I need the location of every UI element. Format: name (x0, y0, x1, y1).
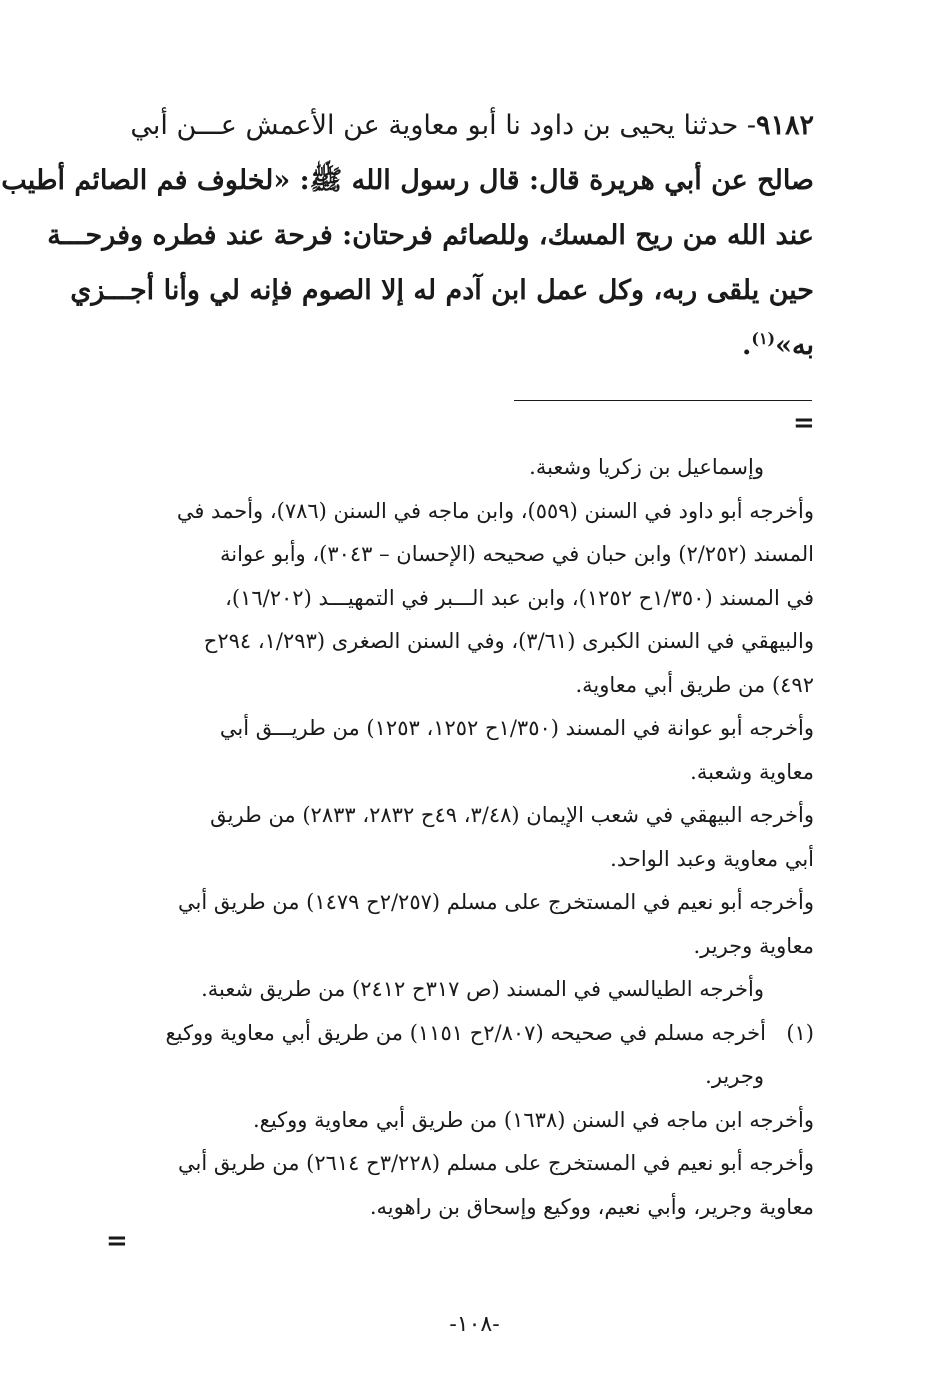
hadith-line-2: صالح عن أبي هريرة قال: قال رسول الله ﷺ: «لخلوف فم الصائم أطيب (1, 165, 814, 196)
note-line: في المسند (١/٣٥٠ح ١٢٥٢)، وابن عبد الـــبر في التمهيـــد (١٦/٢٠٢)، (225, 585, 814, 610)
note-line: وجرير. (705, 1064, 764, 1088)
footnote-reference: (١) (751, 329, 776, 348)
note-line: ٤٩٢) من طريق أبي معاوية. (575, 672, 814, 697)
hadith-line-5: به»$^{(١)}$. (741, 329, 814, 361)
continuation-mark-bottom: = (106, 1226, 128, 1256)
page-number: -١٠٨- (449, 1312, 500, 1337)
note-line: معاوية وجرير، وأبي نعيم، ووكيع وإسحاق بن راهويه. (369, 1194, 814, 1219)
hadith-number: ٩١٨٢ (755, 110, 814, 141)
note-line: وإسماعيل بن زكريا وشعبة. (529, 455, 764, 479)
footnotes (106, 446, 814, 1229)
note-line: وأخرجه أبو عوانة في المسند (١/٣٥٠ح ١٢٥٢، ١٢٥٣) من طريـــق أبي (219, 716, 814, 740)
note-line: أبي معاوية وعبد الواحد. (610, 846, 814, 871)
footnote-divider (514, 400, 812, 401)
note-line: وأخرجه أبو داود في السنن (٥٥٩)، وابن ماجه في السنن (٧٨٦)، وأحمد في (176, 498, 814, 523)
footnote-1-number: (١) (786, 1020, 814, 1045)
note-line: وأخرجه ابن ماجه في السنن (١٦٣٨) من طريق أبي معاوية ووكيع. (252, 1107, 814, 1132)
hadith-line-1: ٩١٨٢- حدثنا يحيى بن داود نا أبو معاوية عن الأعمش عـــن أبي (130, 110, 814, 141)
continuation-mark-top: = (793, 408, 815, 438)
note-line: معاوية وجرير. (693, 933, 814, 958)
note-line: وأخرجه أبو نعيم في المستخرج على مسلم (٣/٢٢٨ح ٢٦١٤) من طريق أبي (178, 1151, 814, 1175)
footnote-1-line: (١) أخرجه مسلم في صحيحه (٢/٨٠٧ح ١١٥١) من طريق أبي معاوية ووكيع (106, 1012, 814, 1056)
note-line: وأخرجه الطيالسي في المسند (ص ٣١٧ح ٢٤١٢) من طريق شعبة. (201, 977, 764, 1001)
note-line: والبيهقي في السنن الكبرى (٣/٦١)، وفي السنن الصغرى (١/٢٩٣، ٢٩٤ح (203, 629, 814, 653)
note-line: وأخرجه أبو نعيم في المستخرج على مسلم (٢/٢٥٧ح ١٤٧٩) من طريق أبي (178, 890, 814, 914)
note-line: معاوية وشعبة. (690, 759, 814, 784)
hadith-line-4: حين يلقى ربه، وكل عمل ابن آدم له إلا الصوم فإنه لي وأنا أجـــزي (70, 275, 814, 306)
hadith-text (1, 98, 814, 373)
hadith-line-3: عند الله من ريح المسك، وللصائم فرحتان: فرحة عند فطره وفرحـــة (47, 220, 814, 251)
note-line: وأخرجه البيهقي في شعب الإيمان (٣/٤٨، ٤٩ح ٢٨٣٢، ٢٨٣٣) من طريق (210, 803, 814, 827)
note-line: المسند (٢/٢٥٢) وابن حبان في صحيحه (الإحسان – ٣٠٤٣)، وأبو عوانة (220, 542, 814, 566)
